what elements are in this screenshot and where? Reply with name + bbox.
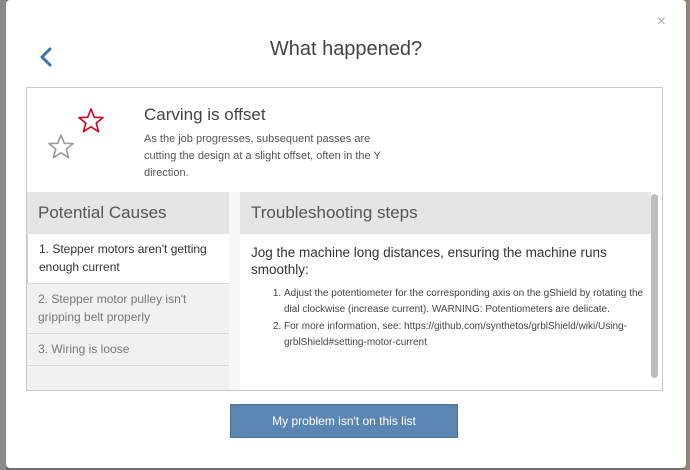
star-gray-icon <box>47 133 75 161</box>
cause-item-stepper-current[interactable]: 1. Stepper motors aren't getting enough current <box>27 234 229 284</box>
troubleshooting-lead: Jog the machine long distances, ensuring the machine runs smoothly: <box>251 245 607 277</box>
troubleshooting-step: 1. Adjust the potentiometer for the corresponding axis on the gShield by rotating the dial clockwise (increase current). WARNING: Potentiometers are delicate. <box>284 286 645 318</box>
issue-description: As the job progresses, subsequent passes are cutting the design at a slight offset, often in the Y direction. <box>144 133 381 179</box>
what-happened-modal <box>6 0 686 468</box>
problem-not-listed-button[interactable]: My problem isn't on this list <box>230 404 458 438</box>
issue-panel <box>26 87 663 391</box>
modal-title: What happened? <box>269 38 423 60</box>
issue-title: Carving is offset <box>144 105 266 124</box>
troubleshooting-steps <box>240 278 645 351</box>
close-icon[interactable]: × <box>656 13 666 30</box>
cause-item-wiring-loose[interactable]: 3. Wiring is loose <box>27 334 229 366</box>
causes-header: Potential Causes <box>27 192 229 234</box>
column-gutter <box>229 192 240 390</box>
troubleshooting-section <box>240 192 662 390</box>
star-red-icon <box>77 107 105 135</box>
troubleshooting-header: Troubleshooting steps <box>240 192 651 234</box>
scrollbar-thumb[interactable] <box>651 194 658 378</box>
potential-causes-list <box>27 192 229 390</box>
cause-item-pulley-grip[interactable]: 2. Stepper motor pulley isn't gripping belt properly <box>27 284 229 334</box>
issue-summary <box>27 88 662 192</box>
troubleshooting-step: 2. For more information, see: https://github.com/synthetos/grblShield/wiki/Using-grblShield#setting-motor-current <box>284 319 645 351</box>
